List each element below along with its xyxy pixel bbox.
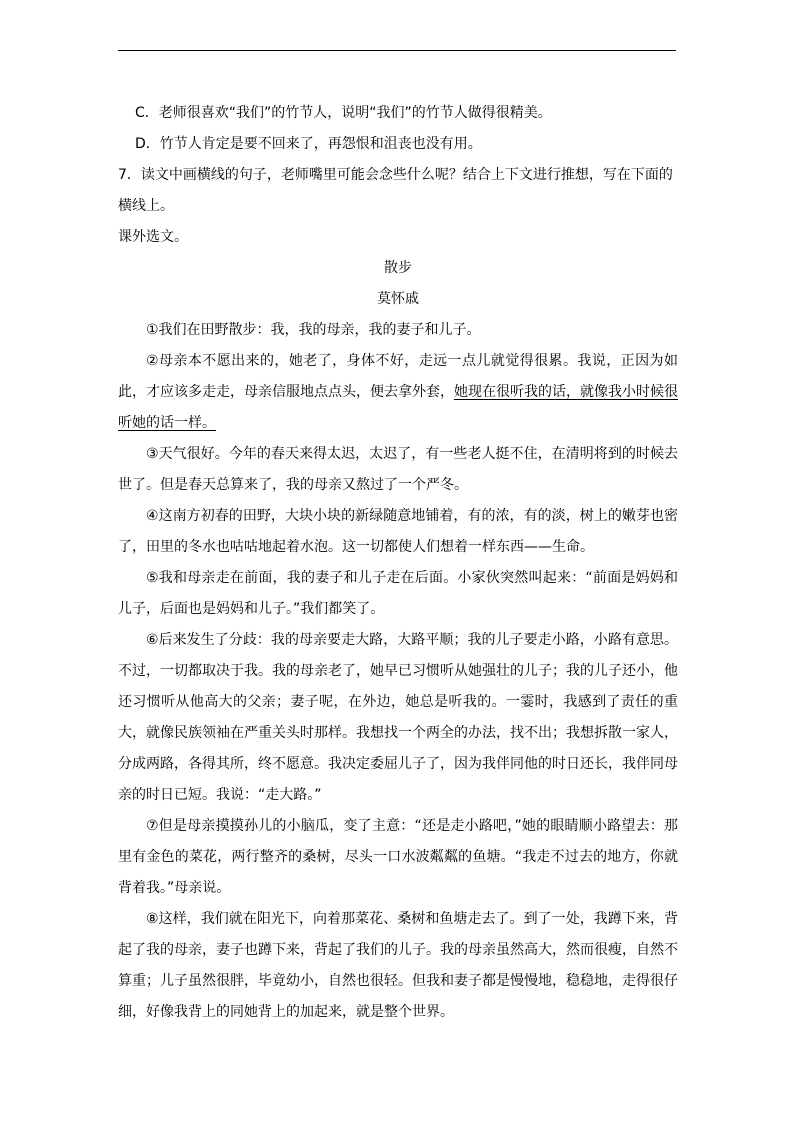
paragraph-2-text: ②母亲本不愿出来的，她老了，身体不好，走远一点儿就觉得很累。我说，正因为如此，才应该多走走，母亲信服地点点头，便去拿外套，: [118, 353, 678, 400]
paragraph-6: ⑥后来发生了分歧：我的母亲要走大路，大路平顺；我的儿子要走小路，小路有意思。不过，一切都取决于我。我的母亲老了，她早已习惯听从她强壮的儿子；我的儿子还小，他还习惯听从他高大的父亲；妻子呢，在外边，她总是听我的。一霎时，我感到了责任的重大，就像民族领袖在严重关头时那样。我想找一个两全的办法，找不出；我想拆散一家人，分成两路，各得其所，终不愿意。我决定委屈儿子了，因为我伴同他的时日还长，我伴同母亲的时日已短。我说：“走大路。”: [118, 632, 678, 803]
paragraph-7: ⑦但是母亲摸摸孙儿的小脑瓜，变了主意：“还是走小路吧，”她的眼睛顺小路望去：那里有金色的菜花，两行整齐的桑树，尽头一口水波粼粼的鱼塘。“我走不过去的地方，你就背着我。”母亲说。: [118, 818, 678, 896]
underlined-sentence: 她现在很听我的话，就像我小时候很听她的话一样。: [118, 384, 678, 431]
paragraph-5: ⑤我和母亲走在前面，我的妻子和儿子走在后面。小家伙突然叫起来：“前面是妈妈和儿子，后面也是妈妈和儿子。”我们都笑了。: [118, 570, 678, 617]
paragraph-4: ④这南方初春的田野，大块小块的新绿随意地铺着，有的浓，有的淡，树上的嫩芽也密了，田里的冬水也咕咕地起着水泡。这一切都使人们想着一样东西——生命。: [118, 508, 678, 555]
article-title: 散步: [384, 260, 412, 276]
document-body: [118, 98, 678, 1028]
question-7-line-2: 横线上。: [118, 198, 174, 214]
paragraph-1: ①我们在田野散步：我，我的母亲，我的妻子和儿子。: [146, 322, 481, 338]
question-7-line-1: 7．读文中画横线的句子，老师嘴里可能会念些什么呢？结合上下文进行推想，写在下面的: [118, 167, 673, 183]
question-option-c: C．老师很喜欢“我们”的竹节人，说明“我们”的竹节人做得很精美。: [135, 105, 552, 121]
paragraph-3: ③天气很好。今年的春天来得太迟，太迟了，有一些老人挺不住，在清明将到的时候去世了。但是春天总算来了，我的母亲又熬过了一个严冬。: [118, 446, 678, 493]
paragraph-8: ⑧这样，我们就在阳光下，向着那菜花、桑树和鱼塘走去了。到了一处，我蹲下来，背起了我的母亲，妻子也蹲下来，背起了我们的儿子。我的母亲虽然高大，然而很瘦，自然不算重；儿子虽然很胖，毕竟幼小，自然也很轻。但我和妻子都是慢慢地，稳稳地，走得很仔细，好像我背上的同她背上的加起来，就是整个世界。: [118, 911, 678, 1020]
article-author: 莫怀戚: [377, 291, 419, 307]
question-option-d: D．竹节人肯定是要不回来了，再怨恨和沮丧也没有用。: [135, 136, 482, 152]
section-label: 课外选文。: [118, 229, 188, 245]
paragraph-2: [118, 346, 678, 439]
header-rule: [118, 50, 676, 51]
